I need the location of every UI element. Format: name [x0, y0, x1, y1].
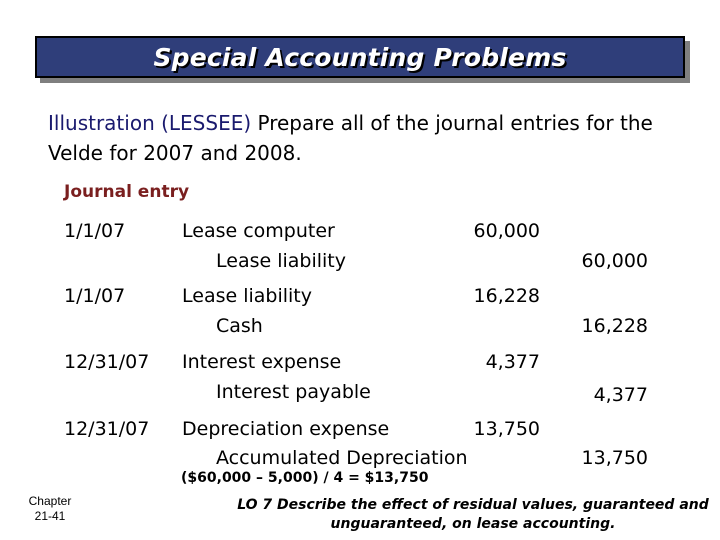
chapter-line2: 21-41 — [34, 509, 66, 523]
debit-amount: 13,750 — [473, 418, 540, 440]
title-banner — [35, 36, 685, 78]
debit-amount: 16,228 — [473, 285, 540, 307]
learning-objective: LO 7 Describe the effect of residual values, guaranteed and unguaranteed, on lease accounting. — [237, 497, 709, 532]
debit-account: Lease liability — [182, 285, 313, 307]
debit-amount: 4,377 — [485, 351, 540, 373]
depreciation-calculation-note: ($60,000 – 5,000) / 4 = $13,750 — [181, 470, 429, 486]
entry-date: 1/1/07 — [64, 220, 126, 242]
credit-amount: 16,228 — [581, 315, 648, 337]
intro-text: Prepare all of the journal entries for the Velde for 2007 and 2008. — [48, 111, 653, 165]
debit-account: Depreciation expense — [182, 418, 390, 440]
entry-date: 12/31/07 — [64, 351, 150, 373]
debit-account: Lease computer — [182, 220, 335, 242]
credit-account: Cash — [216, 315, 263, 337]
debit-account: Interest expense — [182, 351, 342, 373]
credit-account: Interest payable — [216, 381, 371, 403]
entry-date: 1/1/07 — [64, 285, 126, 307]
chapter-line1: Chapter — [28, 494, 72, 508]
credit-account: Accumulated Depreciation — [216, 447, 468, 469]
page-title: Special Accounting Problems — [153, 42, 567, 72]
intro-lead: Illustration (LESSEE) — [48, 111, 252, 135]
debit-amount: 60,000 — [473, 220, 540, 242]
intro-paragraph — [48, 108, 698, 168]
chapter-label — [20, 494, 80, 524]
entry-date: 12/31/07 — [64, 418, 150, 440]
credit-account: Lease liability — [216, 250, 347, 272]
journal-entry-label: Journal entry — [64, 182, 190, 202]
credit-amount: 13,750 — [581, 447, 648, 469]
credit-amount: 4,377 — [593, 384, 648, 406]
credit-amount: 60,000 — [581, 250, 648, 272]
